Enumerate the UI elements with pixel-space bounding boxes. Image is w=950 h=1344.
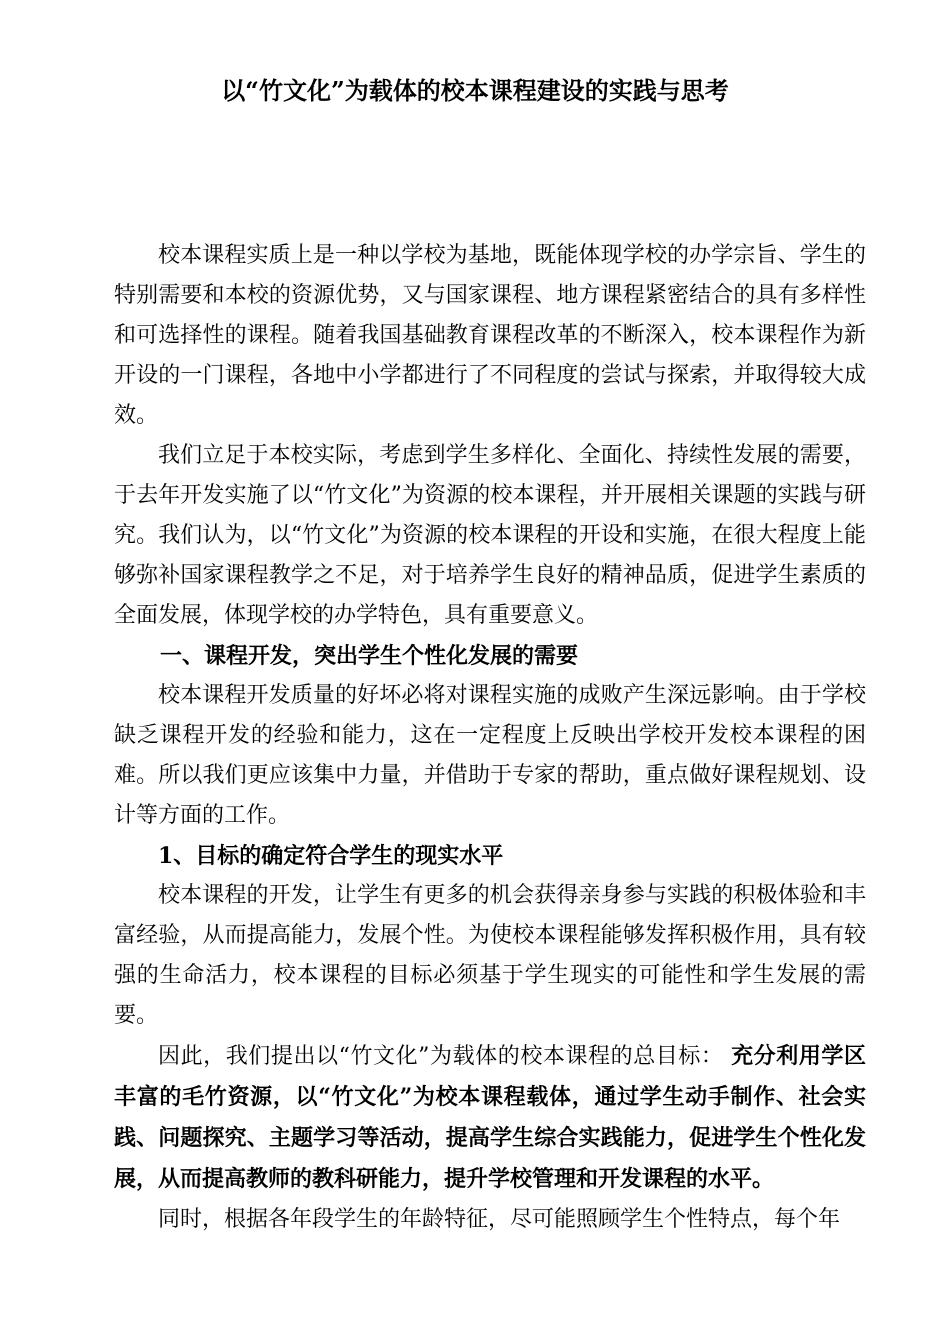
section-1-heading: 一、课程开发，突出学生个性化发展的需要 <box>160 643 579 669</box>
goal-bold-text: 充分利用学区丰富的毛竹资源，以“竹文化”为校本课程载体，通过学生动手制作、社会实践、问题探究、主题学习等活动，提高学生综合实践能力，促进学生个性化发展，从而提高教师的教科研能力，提升学校管理和开发课程的水平。 <box>114 1043 866 1192</box>
goal-paragraph <box>114 1036 866 1200</box>
document-body <box>114 236 866 1240</box>
intro-paragraph-1: 校本课程实质上是一种以学校为基地，既能体现学校的办学宗旨、学生的特别需要和本校的资源优势，又与国家课程、地方课程紧密结合的具有多样性和可选择性的课程。随着我国基础教育课程改革的不断深入，校本课程作为新开设的一门课程，各地中小学都进行了不同程度的尝试与探索，并取得较大成效。 <box>114 243 866 428</box>
intro-paragraph-2: 我们立足于本校实际，考虑到学生多样化、全面化、持续性发展的需要，于去年开发实施了以“竹文化”为资源的校本课程，并开展相关课题的实践与研究。我们认为，以“竹文化”为资源的校本课程的开设和实施，在很大程度上能够弥补国家课程教学之不足，对于培养学生良好的精神品质，促进学生素质的全面发展，体现学校的办学特色，具有重要意义。 <box>114 443 866 628</box>
subsection-1-paragraph: 校本课程的开发，让学生有更多的机会获得亲身参与实践的积极体验和丰富经验，从而提高能力，发展个性。为使校本课程能够发挥积极作用，具有较强的生命活力，校本课程的目标必须基于学生现实的可能性和学生发展的需要。 <box>114 883 866 1028</box>
section-1-paragraph: 校本课程开发质量的好坏必将对课程实施的成败产生深远影响。由于学校缺乏课程开发的经验和能力，这在一定程度上反映出学校开发校本课程的困难。所以我们更应该集中力量，并借助于专家的帮助，重点做好课程规划、设计等方面的工作。 <box>114 683 866 828</box>
subsection-1-heading: 1、目标的确定符合学生的现实水平 <box>158 843 504 869</box>
document-title: 以“竹文化”为载体的校本课程建设的实践与思考 <box>221 76 729 105</box>
goal-intro-text: 因此，我们提出以“竹文化”为载体的校本课程的总目标： <box>158 1044 724 1069</box>
last-paragraph: 同时，根据各年段学生的年龄特征，尽可能照顾学生个性特点，每个年 <box>158 1207 841 1232</box>
